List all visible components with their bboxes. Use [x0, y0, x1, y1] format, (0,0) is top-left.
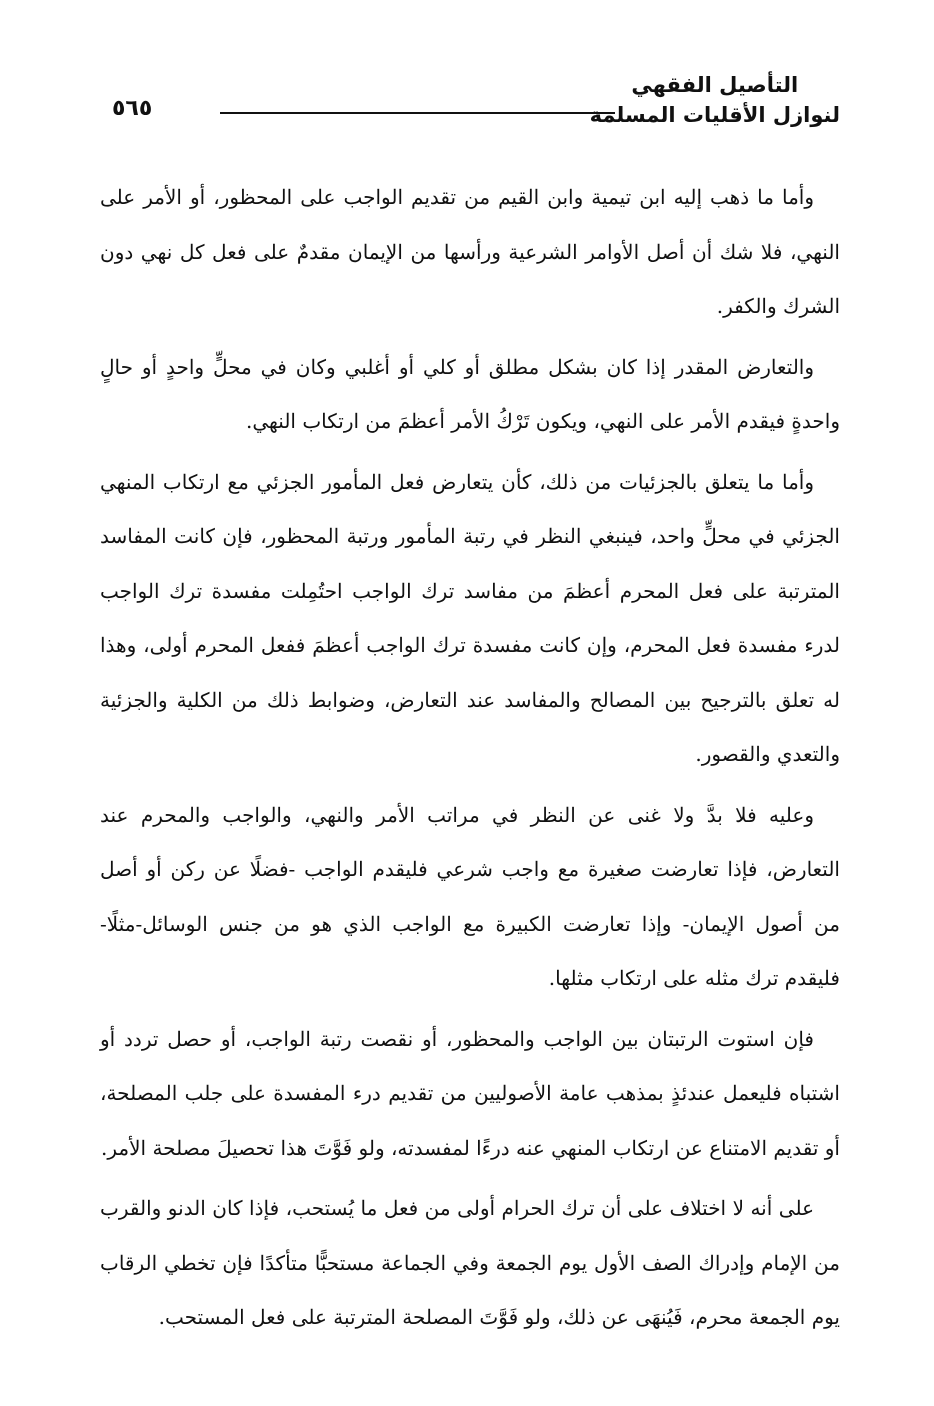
book-title [590, 70, 840, 130]
running-header [100, 70, 840, 140]
paragraph-2: والتعارض المقدر إذا كان بشكل مطلق أو كلي أو أغلبي وكان في محلٍّ واحدٍ أو حالٍ واحدةٍ فيقدم الأمر على النهي، ويكون تَرْكُ الأمر أعظمَ من ارتكاب النهي. [100, 354, 840, 433]
paragraph-1: وأما ما ذهب إليه ابن تيمية وابن القيم من تقديم الواجب على المحظور، أو الأمر على النهي، فلا شك أن أصل الأوامر الشرعية ورأسها من الإيمان مقدمٌ على فعل كل نهي دون الشرك والكفر. [100, 185, 840, 318]
page-number: ٥٦٥ [112, 96, 153, 121]
body-text [100, 170, 840, 1351]
paragraph-6: على أنه لا اختلاف على أن ترك الحرام أولى من فعل ما يُستحب، فإذا كان الدنو والقرب من الإمام وإدراك الصف الأول يوم الجمعة وفي الجماعة مستحبًّا متأكدًا فإن تخطي الرقاب يوم الجمعة محرم، فَيُنهَى عن ذلك، ولو فَوَّتَ المصلحة المترتبة على فعل المستحب. [100, 1196, 840, 1329]
paragraph-4: وعليه فلا بدَّ ولا غنى عن النظر في مراتب الأمر والنهي، والواجب والمحرم عند التعارض، فإذا تعارضت صغيرة مع واجب شرعي فليقدم الواجب -فضلًا عن ركن أو أصل من أصول الإيمان- وإذا تعارضت الكبيرة مع الواجب الذي هو من جنس الوسائل-مثلًا- فليقدم ترك مثله على ارتكاب مثلها. [100, 802, 840, 990]
book-title-line-2: لنوازل الأقليات المسلمة [589, 103, 840, 127]
paragraph-5: فإن استوت الرتبتان بين الواجب والمحظور، أو نقصت رتبة الواجب، أو حصل تردد أو اشتباه فليعمل عندئذٍ بمذهب عامة الأصوليين من تقديم درء المفسدة على جلب المصلحة، أو تقديم الامتناع عن ارتكاب المنهي عنه درءًا لمفسدته، ولو فَوَّتَ هذا تحصيلَ مصلحة الأمر. [100, 1026, 840, 1160]
book-title-line-1: التأصيل الفقهي [631, 73, 799, 97]
header-rule [220, 112, 615, 114]
paragraph-3: وأما ما يتعلق بالجزئيات من ذلك، كأن يتعارض فعل المأمور الجزئي مع ارتكاب المنهي الجزئي في محلٍّ واحد، فينبغي النظر في رتبة المأمور ورتبة المحظور، فإن كانت المفاسد المترتبة على فعل المحرم أعظمَ من مفاسد ترك الواجب احتُمِلت مفسدة ترك الواجب لدرء مفسدة فعل المحرم، وإن كانت مفسدة ترك الواجب أعظمَ ففعل المحرم أولى، وهذا له تعلق بالترجيح بين المصالح والمفاسد عند التعارض، وضوابط ذلك من الكلية والجزئية والتعدي والقصور. [100, 469, 840, 766]
